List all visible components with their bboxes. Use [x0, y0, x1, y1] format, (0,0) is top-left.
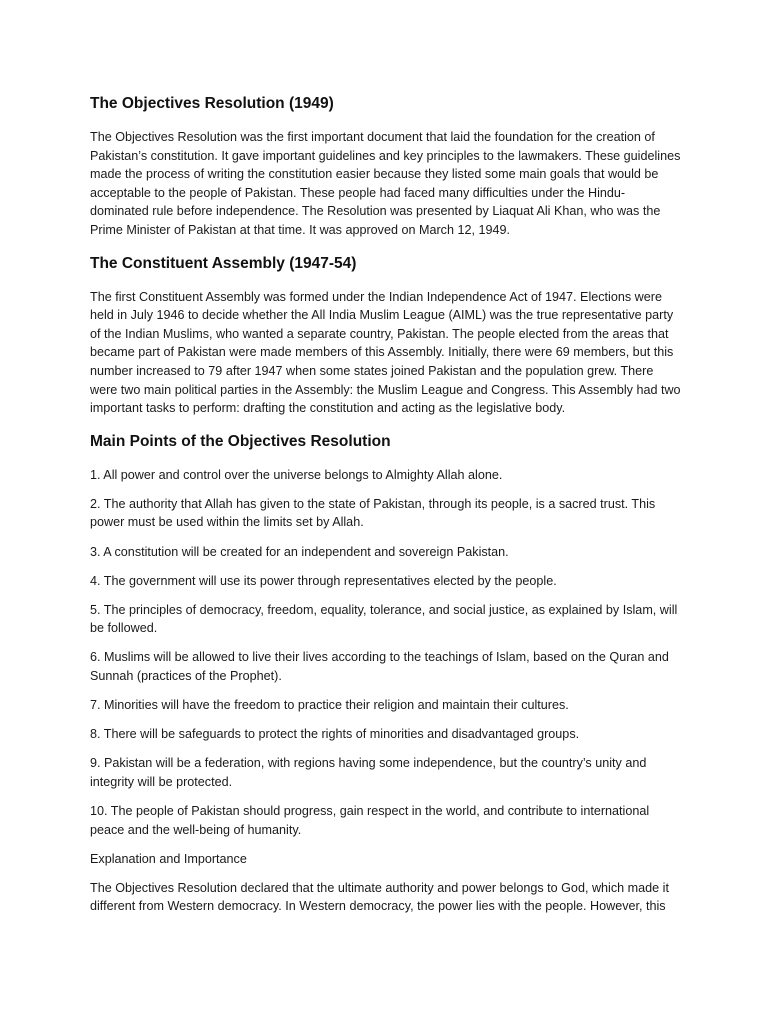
list-item: 7. Minorities will have the freedom to practice their religion and maintain their cultures. — [90, 698, 569, 713]
list-item: 3. A constitution will be created for an independent and sovereign Pakistan. — [90, 544, 509, 559]
main-points-list — [90, 466, 682, 839]
document-page — [90, 94, 682, 916]
section-title-main-points: Main Points of the Objectives Resolution — [90, 432, 391, 450]
list-item: 6. Muslims will be allowed to live their lives according to the teachings of Islam, based on the Quran and Sunnah (practices of the Prophet). — [90, 650, 669, 683]
section-title-constituent-assembly: The Constituent Assembly (1947-54) — [90, 254, 357, 272]
explanation-heading: Explanation and Importance — [90, 851, 247, 866]
list-item: 10. The people of Pakistan should progress, gain respect in the world, and contribute to international peace and the well-being of humanity. — [90, 803, 650, 837]
section-body-objectives-resolution: The Objectives Resolution was the first important document that laid the foundation for the creation of Pakistan’s constitution. It gave important guidelines and key principles to the lawmakers. These guidelines made the process of writing the constitution easier because they listed some main goals that would be acceptable to the people of Pakistan. These people had faced many difficulties under the Hindu-dominated rule before independence. The Resolution was presented by Liaquat Ali Khan, who was the Prime Minister of Pakistan at that time. It was approved on March 12, 1949. — [90, 130, 681, 237]
section-body-constituent-assembly: The first Constituent Assembly was formed under the Indian Independence Act of 1947. Elections were held in July 1946 to decide whether the All India Muslim League (AIML) was the true representative party of the Indian Muslims, who wanted a separate country, Pakistan. The people elected from the areas that became part of Pakistan were made members of this Assembly. Initially, there were 69 members, but this number increased to 79 after 1947 when some states joined Pakistan and the population grew. There were two main political parties in the Assembly: the Muslim League and Congress. This Assembly had two important tasks to perform: drafting the constitution and acting as the legislative body. — [90, 289, 681, 416]
list-item: 4. The government will use its power through representatives elected by the people. — [90, 573, 557, 588]
list-item: 1. All power and control over the universe belongs to Almighty Allah alone. — [90, 467, 503, 482]
list-item: 2. The authority that Allah has given to the state of Pakistan, through its people, is a sacred trust. This power must be used within the limits set by Allah. — [90, 496, 656, 530]
list-item: 5. The principles of democracy, freedom, equality, tolerance, and social justice, as explained by Islam, will be followed. — [90, 602, 678, 636]
explanation-body: The Objectives Resolution declared that the ultimate authority and power belongs to God, which made it different from Western democracy. In Western democracy, the power lies with the people. However, this — [90, 880, 669, 914]
list-item: 8. There will be safeguards to protect the rights of minorities and disadvantaged groups. — [90, 727, 580, 742]
section-title-objectives-resolution: The Objectives Resolution (1949) — [90, 95, 334, 112]
list-item: 9. Pakistan will be a federation, with regions having some independence, but the country’s unity and integrity will be protected. — [90, 756, 647, 789]
